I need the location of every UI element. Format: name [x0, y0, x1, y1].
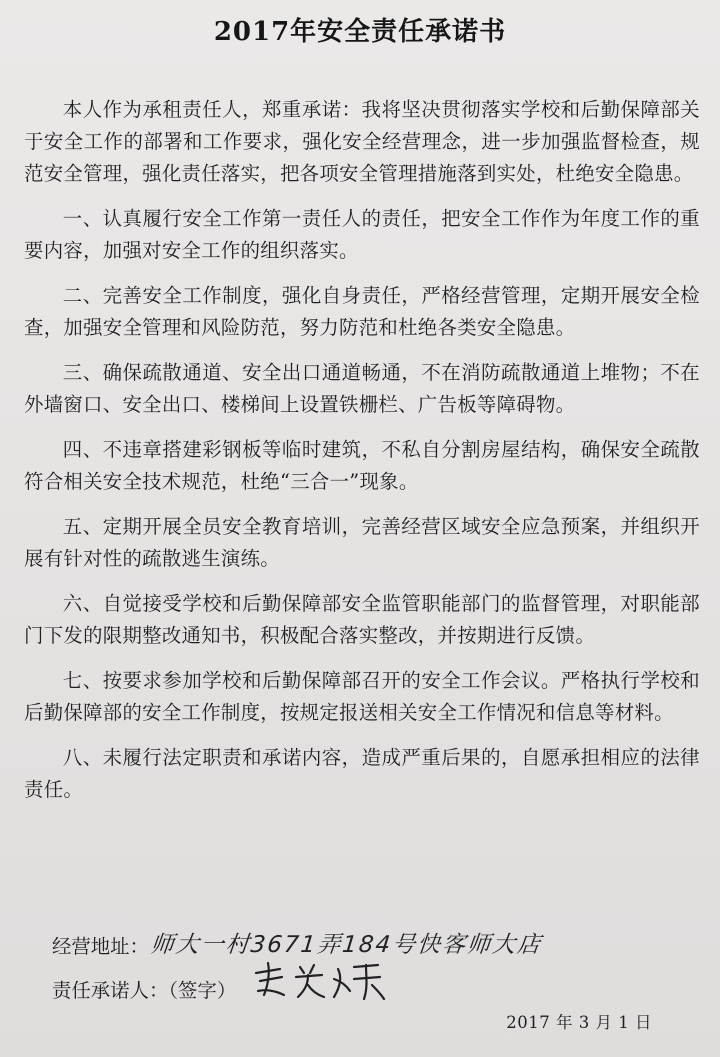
- intro-paragraph: 本人作为承租责任人，郑重承诺：我将坚决贯彻落实学校和后勤保障部关于安全工作的部署和工作要求，强化安全经营理念，进一步加强监督检查，规范安全管理，强化责任落实，把各项安全管理措施落到实处，杜绝安全隐患。: [24, 98, 700, 185]
- document-body: [24, 94, 700, 819]
- address-handwritten-value: 师大一村3671弄184号快客师大店: [149, 932, 544, 958]
- signature-block: [52, 915, 692, 1003]
- clause-2: 二、完善安全工作制度，强化自身责任，严格经营管理，定期开展安全检查，加强安全管理和风险防范，努力防范和杜绝各类安全隐患。: [24, 284, 700, 339]
- handwritten-signature-icon: [250, 955, 390, 1003]
- clause-4: 四、不违章搭建彩钢板等临时建筑，不私自分割房屋结构，确保安全疏散符合相关安全技术规范，杜绝“三合一”现象。: [24, 438, 700, 493]
- clause-7: 七、按要求参加学校和后勤保障部召开的安全工作会议。严格执行学校和后勤保障部的安全工作制度，按规定报送相关安全工作情况和信息等材料。: [24, 669, 700, 724]
- signing-date: 2017 年 3 月 1 日: [506, 1013, 652, 1032]
- clause-3: 三、确保疏散通道、安全出口通道畅通，不在消防疏散通道上堆物；不在外墙窗口、安全出口、楼梯间上设置铁栅栏、广告板等障碍物。: [24, 361, 700, 416]
- clause-5: 五、定期开展全员安全教育培训，完善经营区域安全应急预案，并组织开展有针对性的疏散逃生演练。: [24, 515, 700, 570]
- address-label: 经营地址：: [52, 935, 149, 958]
- document-title: 2017年安全责任承诺书: [213, 17, 507, 47]
- signer-row: [52, 959, 692, 1003]
- clause-8: 八、未履行法定职责和承诺内容，造成严重后果的，自愿承担相应的法律责任。: [24, 746, 700, 801]
- address-row: [52, 915, 692, 959]
- clause-6: 六、自觉接受学校和后勤保障部安全监管职能部门的监督管理，对职能部门下发的限期整改通知书，积极配合落实整改，并按期进行反馈。: [24, 592, 700, 647]
- signer-label: 责任承诺人：（签字）: [52, 979, 237, 1002]
- clause-1: 一、认真履行安全工作第一责任人的责任，把安全工作作为年度工作的重要内容，加强对安全工作的组织落实。: [24, 207, 700, 262]
